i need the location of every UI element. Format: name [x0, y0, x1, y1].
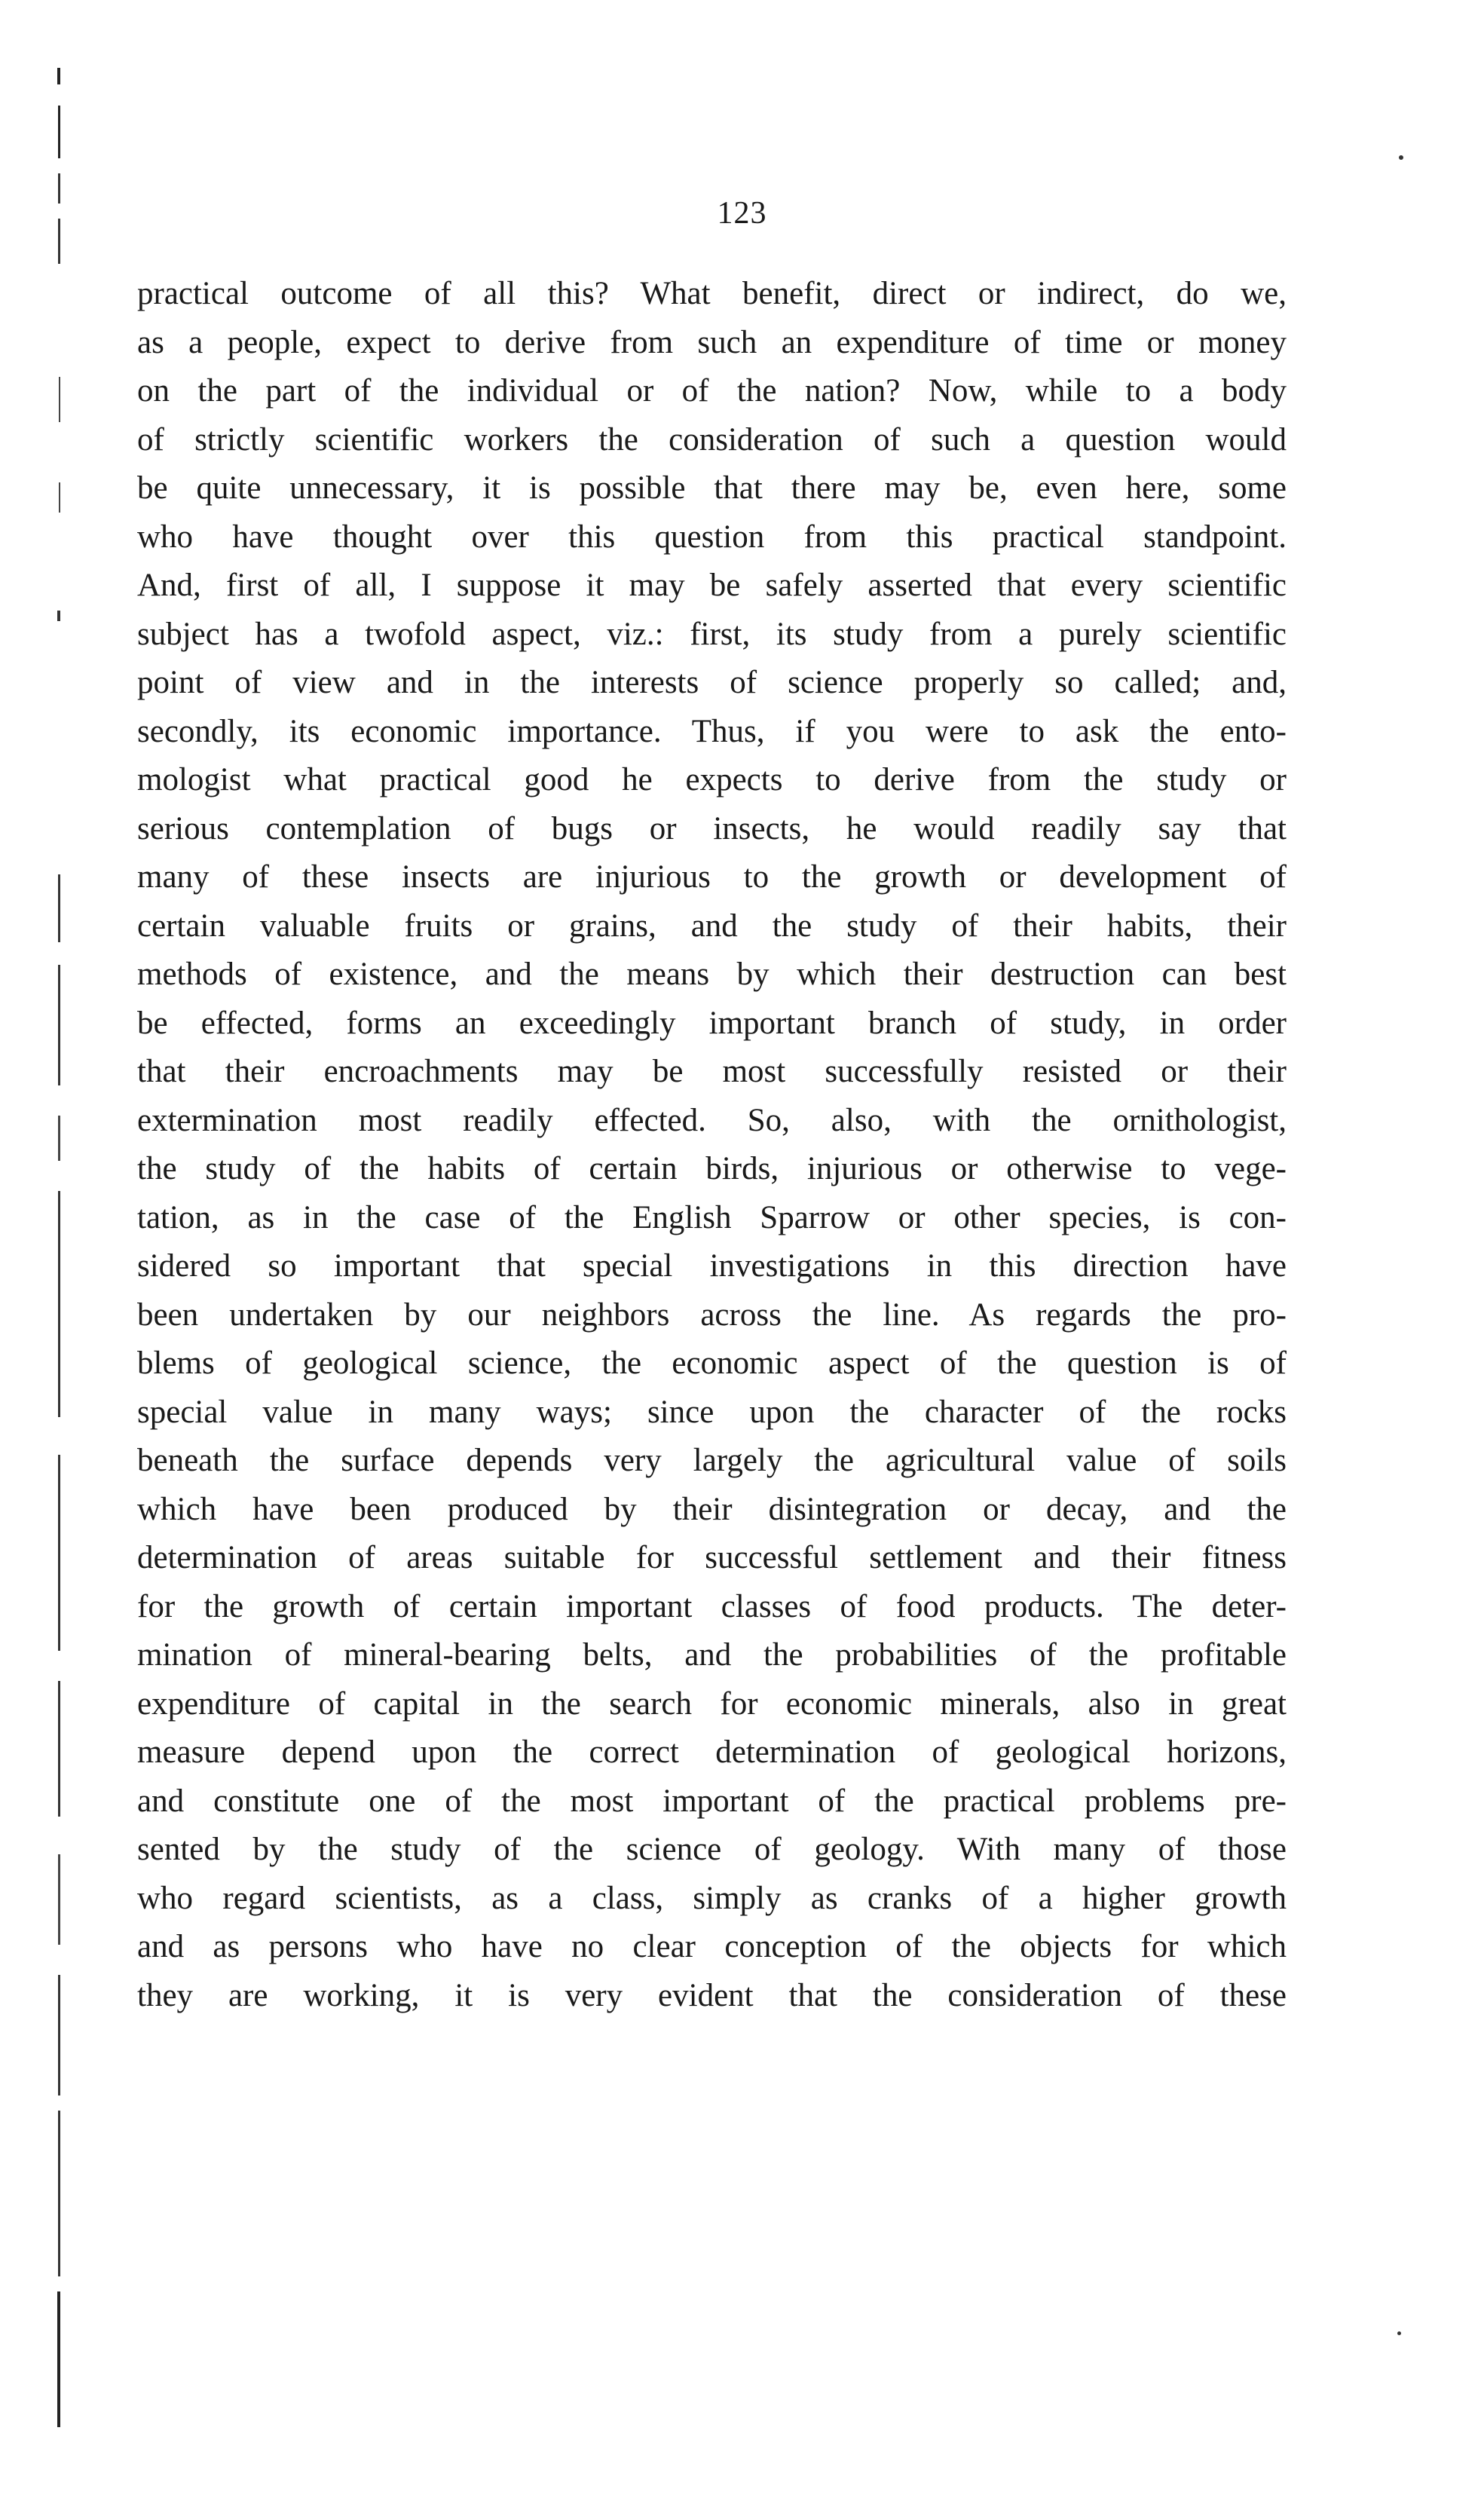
text-line: be effected, forms an exceedingly important branch of study, in order: [137, 1005, 1287, 1041]
text-line: mination of mineral-bearing belts, and the probabilities of the profitable: [137, 1637, 1287, 1673]
text-line: determination of areas suitable for successful settlement and their fitness: [137, 1540, 1287, 1575]
text-line: which have been produced by their disintegration or decay, and the: [137, 1491, 1287, 1527]
text-line: many of these insects are injurious to the growth or development of: [137, 859, 1287, 895]
text-line: sented by the study of the science of geology. With many of those: [137, 1832, 1287, 1867]
text-line: and constitute one of the most important of the practical problems pre-: [137, 1783, 1287, 1819]
text-line: of strictly scientific workers the consideration of such a question would: [137, 421, 1287, 458]
text-line: certain valuable fruits or grains, and the study of their habits, their: [137, 908, 1287, 944]
text-line: that their encroachments may be most successfully resisted or their: [137, 1054, 1287, 1089]
text-line: measure depend upon the correct determination of geological horizons,: [137, 1734, 1287, 1770]
speck-mark: [1397, 2331, 1401, 2335]
text-line: extermination most readily effected. So, also, with the ornithologist,: [137, 1102, 1287, 1138]
text-line: expenditure of capital in the search for economic minerals, also in great: [137, 1685, 1287, 1722]
text-line: mologist what practical good he expects to derive from the study or: [137, 762, 1287, 797]
text-line: point of view and in the interests of science properly so called; and,: [137, 665, 1287, 700]
text-line: practical outcome of all this? What benefit, direct or indirect, do we,: [137, 276, 1287, 311]
text-line: on the part of the individual or of the nation? Now, while to a body: [137, 373, 1287, 409]
text-line: blems of geological science, the economic aspect of the question is of: [137, 1345, 1287, 1381]
text-line: methods of existence, and the means by which their destruction can best: [137, 957, 1287, 992]
body-text: [137, 270, 1287, 2020]
text-line: they are working, it is very evident that the consideration of these: [137, 1977, 1287, 2013]
binding-edge-marks: [51, 60, 66, 2435]
text-line: secondly, its economic importance. Thus, if you were to ask the ento-: [137, 713, 1287, 749]
text-line: tation, as in the case of the English Sparrow or other species, is con-: [137, 1199, 1287, 1235]
text-line: as a people, expect to derive from such an expenditure of time or money: [137, 324, 1287, 360]
text-line: sidered so important that special investigations in this direction have: [137, 1248, 1287, 1284]
text-line: special value in many ways; since upon the character of the rocks: [137, 1394, 1287, 1430]
text-line: beneath the surface depends very largely the agricultural value of soils: [137, 1443, 1287, 1478]
page-number: 123: [717, 196, 767, 231]
text-line: serious contemplation of bugs or insects, he would readily say that: [137, 810, 1287, 846]
text-line: been undertaken by our neighbors across the line. As regards the pro-: [137, 1296, 1287, 1333]
speck-mark: [1399, 155, 1403, 160]
text-line: who regard scientists, as a class, simply as cranks of a higher growth: [137, 1880, 1287, 1916]
text-line: for the growth of certain important classes of food products. The deter-: [137, 1588, 1287, 1624]
text-line: be quite unnecessary, it is possible that there may be, even here, some: [137, 470, 1287, 506]
text-line: And, first of all, I suppose it may be safely asserted that every scientific: [137, 568, 1287, 603]
text-line: and as persons who have no clear conception of the objects for which: [137, 1929, 1287, 1964]
text-line: who have thought over this question from this practical standpoint.: [137, 519, 1287, 555]
text-line: the study of the habits of certain birds, injurious or otherwise to vege-: [137, 1151, 1287, 1186]
text-line: subject has a twofold aspect, viz.: first, its study from a purely scientific: [137, 616, 1287, 652]
